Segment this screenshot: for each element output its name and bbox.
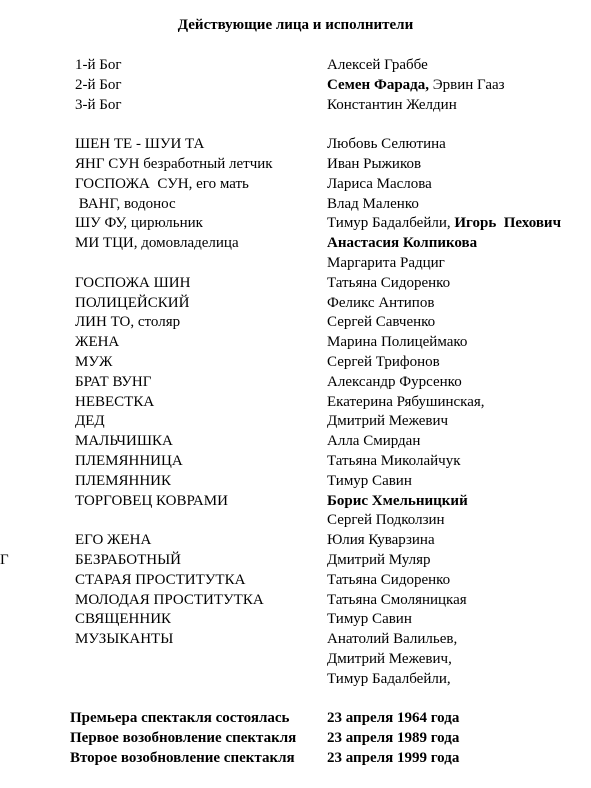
cast-row — [0, 550, 591, 570]
cast-row — [0, 431, 591, 451]
actor-name — [327, 174, 432, 194]
actor-name — [327, 629, 457, 649]
premiere-label: Второе возобновление спектакля — [70, 749, 295, 766]
role-name: МУЗЫКАНТЫ — [75, 631, 174, 648]
role-name: БЕЗРАБОТНЫЙ — [75, 552, 181, 568]
cast-row — [0, 134, 591, 154]
role-name: ГОСПОЖА ШИН — [75, 274, 191, 291]
cast-row — [0, 273, 591, 293]
actor-name — [327, 134, 446, 154]
role-name: ВАНГ, водонос — [75, 195, 176, 212]
cast-row — [0, 332, 591, 352]
actor-name-part: Татьяна Миколайчук — [327, 453, 461, 469]
cast-row — [0, 174, 591, 194]
actor-name-part: Феликс Антипов — [327, 294, 435, 311]
actor-name — [327, 590, 467, 610]
actor-name-part: Алексей Граббе — [327, 57, 428, 73]
role-name: ПОЛИЦЕЙСКИЙ — [75, 294, 190, 311]
actor-name — [327, 273, 450, 293]
actor-name — [327, 669, 451, 689]
cast-row — [0, 55, 591, 75]
actor-name-bold: Анастасия Колпикова — [327, 235, 478, 252]
actor-name — [327, 491, 468, 511]
actor-name — [327, 352, 440, 372]
cast-row — [0, 530, 591, 550]
actor-name — [327, 75, 505, 95]
actor-name-bold: Борис Хмельницкий — [327, 492, 468, 509]
cast-row — [0, 194, 591, 214]
role-name: МАЛЬЧИШКА — [75, 433, 173, 450]
actor-name — [327, 55, 428, 75]
actor-name — [327, 253, 445, 273]
actor-name-part: Иван Рыжиков — [327, 156, 422, 172]
actor-name-bold: Игорь Пехович — [450, 215, 562, 232]
cast-row — [0, 293, 591, 313]
actor-name-part: Анатолий Валильев, — [327, 631, 458, 648]
role-name: 3-й Бог — [75, 96, 122, 113]
actor-name — [327, 431, 420, 451]
actor-name — [327, 451, 460, 471]
premiere-date: 23 апреля 1989 года — [327, 729, 460, 746]
actor-name-part: Тимур Савин — [327, 611, 412, 628]
actor-name — [327, 411, 448, 431]
role-name: ШЕН ТЕ - ШУИ ТА — [75, 136, 205, 153]
actor-name — [327, 213, 561, 233]
actor-name-part: Маргарита Радциг — [327, 255, 445, 271]
role-name: 1-й Бог — [75, 57, 122, 73]
role-name: СТАРАЯ ПРОСТИТУТКА — [75, 571, 246, 588]
role-name: ЕГО ЖЕНА — [75, 532, 152, 549]
cast-row — [0, 609, 591, 629]
premiere-row — [0, 708, 591, 728]
actor-name-part: Тимур Бадалбейли, — [327, 670, 451, 687]
actor-name — [327, 372, 462, 392]
cast-row — [0, 570, 591, 590]
cast-row — [0, 491, 591, 511]
cast-row — [0, 669, 591, 689]
page-title: Действующие лица и исполнители — [177, 17, 414, 33]
actor-name-part: Юлия Куварзина — [327, 532, 435, 549]
actor-name — [327, 312, 435, 332]
actor-name-part: Дмитрий Муляр — [327, 552, 431, 568]
actor-name — [327, 154, 421, 174]
cast-row — [0, 253, 591, 273]
cast-row — [0, 213, 591, 233]
premiere-row — [0, 728, 591, 748]
actor-name-part: Дмитрий Межевич — [327, 413, 449, 430]
cast-row — [0, 312, 591, 332]
cast-row — [0, 649, 591, 669]
actor-name-part: Тимур Бадалбейли, — [327, 215, 451, 232]
role-name: 2-й Бог — [75, 76, 122, 93]
role-name: МУЖ — [75, 354, 113, 370]
role-name: ЖЕНА — [75, 334, 120, 351]
cast-row — [0, 372, 591, 392]
role-name: НЕВЕСТКА — [75, 393, 155, 410]
role-name: ПЛЕМЯННИК — [75, 472, 172, 489]
actor-name-part: Тимур Савин — [327, 472, 412, 489]
role-name: ГОСПОЖА СУН, его мать — [75, 175, 249, 192]
actor-name-bold: Семен Фарада, — [327, 76, 430, 93]
actor-name — [327, 293, 434, 313]
premiere-date: 23 апреля 1999 года — [327, 749, 460, 766]
role-name: ЯНГ СУН безработный летчик — [75, 156, 273, 172]
actor-name — [327, 233, 477, 253]
role-name: МИ ТЦИ, домовладелица — [75, 235, 239, 252]
actor-name-part: Сергей Трифонов — [327, 354, 440, 370]
actor-name — [327, 530, 435, 550]
cast-row — [0, 114, 591, 134]
role-name: ТОРГОВЕЦ КОВРАМИ — [75, 492, 228, 509]
cast-row — [0, 352, 591, 372]
actor-name-part: Татьяна Сидоренко — [327, 274, 451, 291]
cast-row — [0, 590, 591, 610]
actor-name-part: Влад Маленко — [327, 195, 419, 212]
actor-name — [327, 510, 445, 530]
actor-name — [327, 550, 430, 570]
role-name: ДЕД — [75, 413, 105, 430]
actor-name-part: Любовь Селютина — [327, 136, 446, 153]
cast-row — [0, 154, 591, 174]
cast-row — [0, 510, 591, 530]
actor-name — [327, 194, 419, 214]
actor-name — [327, 570, 450, 590]
actor-name-part: Сергей Подколзин — [327, 512, 445, 529]
actor-name-part: Константин Желдин — [327, 96, 457, 113]
stray-character: Г — [0, 552, 9, 568]
cast-row — [0, 411, 591, 431]
actor-name — [327, 609, 412, 629]
actor-name — [327, 332, 467, 352]
role-name: ЛИН ТО, столяр — [75, 314, 181, 331]
role-name: МОЛОДАЯ ПРОСТИТУТКА — [75, 591, 264, 608]
actor-name — [327, 649, 452, 669]
premiere-date: 23 апреля 1964 года — [327, 710, 460, 726]
actor-name — [327, 471, 412, 491]
actor-name-part: Татьяна Смоляницкая — [327, 591, 467, 608]
actor-name-part: Дмитрий Межевич, — [327, 651, 452, 667]
cast-row — [0, 629, 591, 649]
actor-name — [327, 95, 457, 115]
cast-row — [0, 451, 591, 471]
role-name: СВЯЩЕННИК — [75, 611, 172, 628]
actor-name-part: Сергей Савченко — [327, 314, 436, 331]
actor-name-part: Марина Полицеймако — [327, 334, 468, 351]
actor-name-part: Эрвин Гааз — [429, 76, 505, 93]
actor-name-part: Александр Фурсенко — [327, 373, 462, 390]
premiere-label: Первое возобновление спектакля — [70, 729, 297, 746]
premiere-label: Премьера спектакля состоялась — [70, 710, 290, 726]
actor-name-part: Татьяна Сидоренко — [327, 571, 451, 588]
role-name: ПЛЕМЯННИЦА — [75, 453, 183, 469]
actor-name-part: Лариса Маслова — [327, 175, 432, 192]
actor-name-part: Екатерина Рябушинская, — [327, 393, 485, 410]
role-name: ШУ ФУ, цирюльник — [75, 215, 203, 232]
cast-row — [0, 471, 591, 491]
premiere-row — [0, 748, 591, 768]
actor-name-part: Алла Смирдан — [327, 433, 421, 450]
role-name: БРАТ ВУНГ — [75, 373, 152, 390]
cast-row — [0, 75, 591, 95]
cast-row — [0, 392, 591, 412]
cast-row — [0, 95, 591, 115]
cast-row — [0, 233, 591, 253]
actor-name — [327, 392, 485, 412]
